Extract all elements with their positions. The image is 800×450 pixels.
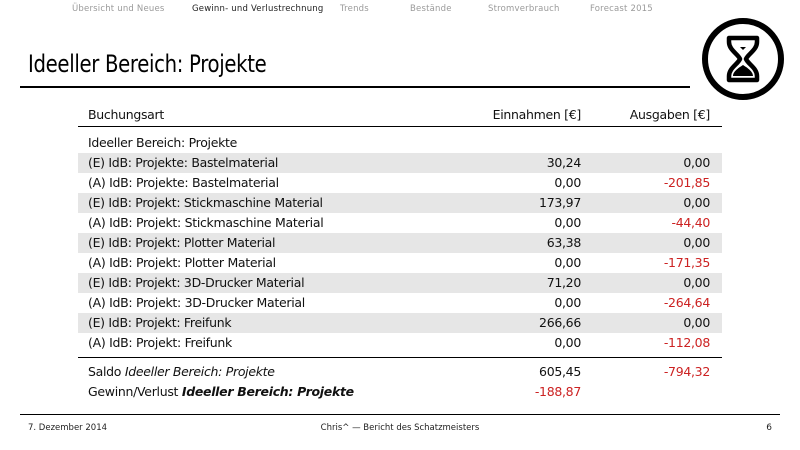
slide-title: Ideeller Bereich: Projekte: [28, 50, 267, 78]
row-label: (A) IdB: Projekt: Plotter Material: [88, 255, 276, 270]
row-income: 71,20: [546, 275, 581, 290]
header-buchungsart: Buchungsart: [88, 107, 164, 122]
row-label: (E) IdB: Projekt: Stickmaschine Material: [88, 195, 323, 210]
row-income: 266,66: [539, 315, 581, 330]
saldo-income: 605,45: [539, 364, 581, 380]
row-income: 63,38: [546, 235, 581, 250]
result-name: Ideeller Bereich: Projekte: [181, 384, 354, 400]
table-row: [78, 253, 722, 273]
row-expense: -201,85: [663, 175, 710, 190]
row-label: (E) IdB: Projekt: Freifunk: [88, 315, 232, 330]
nav-item-bestaende[interactable]: Bestände: [410, 4, 452, 14]
table-row: [78, 313, 722, 333]
result-income: -188,87: [534, 384, 581, 400]
row-label: (A) IdB: Projekt: Freifunk: [88, 335, 232, 350]
nav-item-uebersicht[interactable]: Übersicht und Neues: [72, 4, 165, 14]
saldo-label: [88, 362, 275, 382]
table-header: [78, 104, 722, 127]
result-label: [88, 382, 354, 402]
table-row: [78, 193, 722, 213]
booking-table: [78, 104, 722, 402]
table-row: [78, 173, 722, 193]
row-expense: 0,00: [683, 275, 710, 290]
page-number: 6: [766, 423, 772, 433]
nav-item-forecast[interactable]: Forecast 2015: [590, 4, 653, 14]
footer-date: 7. Dezember 2014: [28, 423, 108, 433]
row-label: (E) IdB: Projekt: 3D-Drucker Material: [88, 275, 305, 290]
hourglass-logo-icon: [700, 16, 786, 102]
row-income: 30,24: [546, 155, 581, 170]
result-row: [78, 382, 722, 402]
result-prefix: Gewinn/Verlust: [88, 384, 179, 400]
saldo-prefix: Saldo: [88, 364, 122, 380]
row-label: (A) IdB: Projekt: Stickmaschine Material: [88, 215, 324, 230]
row-label: (A) IdB: Projekte: Bastelmaterial: [88, 175, 279, 190]
footer: [0, 423, 800, 437]
nav-item-trends[interactable]: Trends: [340, 4, 369, 14]
row-expense: 0,00: [683, 315, 710, 330]
table-row: [78, 213, 722, 233]
row-label: (A) IdB: Projekt: 3D-Drucker Material: [88, 295, 305, 310]
section-title-row: [78, 133, 722, 153]
row-income: 0,00: [554, 175, 581, 190]
row-expense: -264,64: [663, 295, 710, 310]
table-row: [78, 153, 722, 173]
total-rule: [78, 357, 722, 358]
row-income: 173,97: [539, 195, 581, 210]
header-ausgaben: Ausgaben [€]: [629, 107, 710, 122]
section-navigation: [0, 4, 680, 18]
nav-item-guv[interactable]: Gewinn- und Verlustrechnung: [192, 4, 324, 14]
footer-rule: [20, 414, 780, 415]
footer-author: Chris^ — Bericht des Schatzmeisters: [320, 423, 480, 433]
row-expense: 0,00: [683, 195, 710, 210]
row-income: 0,00: [554, 255, 581, 270]
header-einnahmen: Einnahmen [€]: [492, 107, 581, 122]
saldo-row: [78, 362, 722, 382]
table-row: [78, 273, 722, 293]
table-row: [78, 333, 722, 353]
row-income: 0,00: [554, 295, 581, 310]
table-row: [78, 293, 722, 313]
row-income: 0,00: [554, 215, 581, 230]
row-expense: -171,35: [663, 255, 710, 270]
title-rule: [20, 86, 690, 88]
row-expense: 0,00: [683, 235, 710, 250]
nav-item-stromverbrauch[interactable]: Stromverbrauch: [488, 4, 560, 14]
row-expense: -44,40: [671, 215, 710, 230]
row-label: (E) IdB: Projekte: Bastelmaterial: [88, 155, 279, 170]
row-expense: -112,08: [663, 335, 710, 350]
row-label: (E) IdB: Projekt: Plotter Material: [88, 235, 276, 250]
row-income: 0,00: [554, 335, 581, 350]
saldo-expense: -794,32: [663, 364, 710, 380]
row-expense: 0,00: [683, 155, 710, 170]
saldo-name: Ideeller Bereich: Projekte: [124, 364, 275, 380]
section-title: Ideeller Bereich: Projekte: [88, 135, 238, 150]
table-row: [78, 233, 722, 253]
